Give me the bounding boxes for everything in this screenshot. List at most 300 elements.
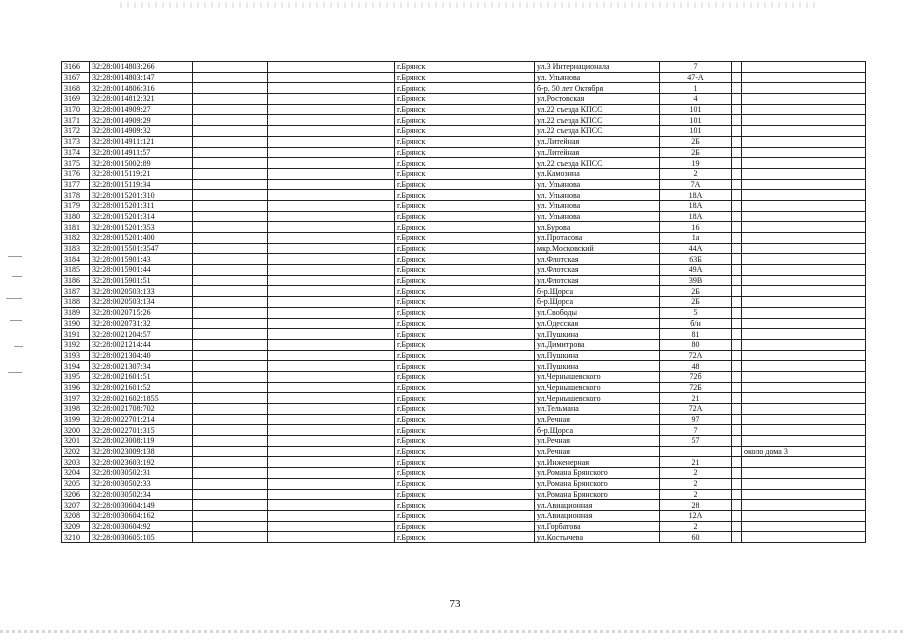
scan-noise-top — [120, 2, 820, 8]
empty-cell — [268, 136, 395, 147]
cadastral-number-cell: 32:28:0014803:266 — [90, 62, 193, 73]
empty-cell — [732, 446, 742, 457]
city-cell: г.Брянск — [395, 222, 535, 233]
table-row — [62, 521, 866, 532]
cadastral-number-cell: 32:28:0015201:310 — [90, 190, 193, 201]
empty-cell — [193, 286, 268, 297]
empty-cell — [268, 83, 395, 94]
cadastral-number-cell: 32:28:0015119:21 — [90, 168, 193, 179]
empty-cell — [193, 147, 268, 158]
row-number-cell: 3174 — [62, 147, 90, 158]
table-row — [62, 361, 866, 372]
table-row — [62, 414, 866, 425]
empty-cell — [193, 233, 268, 244]
house-cell: 72Б — [660, 382, 732, 393]
row-number-cell: 3194 — [62, 361, 90, 372]
note-cell — [742, 329, 866, 340]
street-cell: ул.Чернышевского — [535, 371, 660, 382]
empty-cell — [268, 72, 395, 83]
table-row — [62, 265, 866, 276]
empty-cell — [732, 115, 742, 126]
street-cell: ул.3 Интернационала — [535, 62, 660, 73]
street-cell: ул.Чернышевского — [535, 393, 660, 404]
note-cell — [742, 500, 866, 511]
empty-cell — [268, 104, 395, 115]
house-cell — [660, 446, 732, 457]
note-cell — [742, 265, 866, 276]
empty-cell — [193, 500, 268, 511]
empty-cell — [268, 489, 395, 500]
house-cell: 18А — [660, 190, 732, 201]
table-row — [62, 158, 866, 169]
city-cell: г.Брянск — [395, 254, 535, 265]
cadastral-number-cell: 32:28:0015201:314 — [90, 211, 193, 222]
house-cell: 57 — [660, 436, 732, 447]
empty-cell — [268, 393, 395, 404]
house-cell: 7 — [660, 62, 732, 73]
row-number-cell: 3205 — [62, 478, 90, 489]
empty-cell — [732, 478, 742, 489]
table-row — [62, 190, 866, 201]
street-cell: б-р.Щорса — [535, 297, 660, 308]
table-row — [62, 104, 866, 115]
empty-cell — [268, 62, 395, 73]
empty-cell — [193, 222, 268, 233]
cadastral-number-cell: 32:28:0014909:32 — [90, 126, 193, 137]
house-cell: 7А — [660, 179, 732, 190]
city-cell: г.Брянск — [395, 211, 535, 222]
scan-noise-left — [4, 250, 52, 390]
row-number-cell: 3173 — [62, 136, 90, 147]
empty-cell — [193, 350, 268, 361]
empty-cell — [732, 72, 742, 83]
table-row — [62, 297, 866, 308]
house-cell: 21 — [660, 393, 732, 404]
empty-cell — [193, 307, 268, 318]
empty-cell — [193, 158, 268, 169]
empty-cell — [732, 168, 742, 179]
empty-cell — [732, 147, 742, 158]
note-cell — [742, 489, 866, 500]
house-cell: 2Б — [660, 136, 732, 147]
note-cell — [742, 425, 866, 436]
empty-cell — [732, 254, 742, 265]
table-row — [62, 436, 866, 447]
house-cell: 4 — [660, 94, 732, 105]
row-number-cell: 3181 — [62, 222, 90, 233]
row-number-cell: 3196 — [62, 382, 90, 393]
empty-cell — [268, 532, 395, 543]
empty-cell — [732, 179, 742, 190]
empty-cell — [193, 200, 268, 211]
row-number-cell: 3176 — [62, 168, 90, 179]
house-cell: 101 — [660, 126, 732, 137]
empty-cell — [268, 158, 395, 169]
city-cell: г.Брянск — [395, 147, 535, 158]
empty-cell — [732, 339, 742, 350]
cadastral-number-cell: 32:28:0015201:400 — [90, 233, 193, 244]
city-cell: г.Брянск — [395, 329, 535, 340]
row-number-cell: 3199 — [62, 414, 90, 425]
row-number-cell: 3201 — [62, 436, 90, 447]
street-cell: ул.Флотская — [535, 275, 660, 286]
city-cell: г.Брянск — [395, 62, 535, 73]
empty-cell — [268, 468, 395, 479]
empty-cell — [732, 489, 742, 500]
note-cell — [742, 200, 866, 211]
city-cell: г.Брянск — [395, 436, 535, 447]
table-row — [62, 532, 866, 543]
table-row — [62, 211, 866, 222]
street-cell: ул.Флотская — [535, 254, 660, 265]
city-cell: г.Брянск — [395, 83, 535, 94]
empty-cell — [732, 104, 742, 115]
street-cell: ул.Романа Брянского — [535, 489, 660, 500]
row-number-cell: 3172 — [62, 126, 90, 137]
cadastral-number-cell: 32:28:0023008:119 — [90, 436, 193, 447]
cadastral-number-cell: 32:28:0014803:147 — [90, 72, 193, 83]
empty-cell — [193, 404, 268, 415]
table-row — [62, 136, 866, 147]
table-row — [62, 446, 866, 457]
page-number: 73 — [449, 598, 461, 610]
street-cell: б-р. 50 лет Октября — [535, 83, 660, 94]
note-cell — [742, 147, 866, 158]
cadastral-number-cell: 32:28:0015119:34 — [90, 179, 193, 190]
house-cell: 101 — [660, 115, 732, 126]
street-cell: ул.Димитрова — [535, 339, 660, 350]
city-cell: г.Брянск — [395, 136, 535, 147]
table-row — [62, 179, 866, 190]
street-cell: ул.Флотская — [535, 265, 660, 276]
table-row — [62, 275, 866, 286]
table-row — [62, 478, 866, 489]
table-row — [62, 339, 866, 350]
empty-cell — [268, 307, 395, 318]
empty-cell — [268, 115, 395, 126]
empty-cell — [193, 211, 268, 222]
house-cell: 18А — [660, 200, 732, 211]
street-cell: ул.22 съезда КПСС — [535, 158, 660, 169]
city-cell: г.Брянск — [395, 190, 535, 201]
cadastral-number-cell: 32:28:0022701:214 — [90, 414, 193, 425]
street-cell: ул.Пушкина — [535, 350, 660, 361]
house-cell: 72б — [660, 371, 732, 382]
empty-cell — [268, 265, 395, 276]
table-row — [62, 254, 866, 265]
house-cell: 12А — [660, 510, 732, 521]
empty-cell — [268, 371, 395, 382]
house-cell: 21 — [660, 457, 732, 468]
city-cell: г.Брянск — [395, 489, 535, 500]
empty-cell — [193, 339, 268, 350]
cadastral-number-cell: 32:28:0020715:26 — [90, 307, 193, 318]
cadastral-number-cell: 32:28:0021601:52 — [90, 382, 193, 393]
empty-cell — [268, 457, 395, 468]
empty-cell — [193, 393, 268, 404]
row-number-cell: 3188 — [62, 297, 90, 308]
empty-cell — [268, 404, 395, 415]
empty-cell — [268, 521, 395, 532]
empty-cell — [732, 126, 742, 137]
note-cell — [742, 211, 866, 222]
cadastral-number-cell: 32:28:0015201:353 — [90, 222, 193, 233]
table-row — [62, 307, 866, 318]
row-number-cell: 3180 — [62, 211, 90, 222]
empty-cell — [193, 468, 268, 479]
table-row — [62, 382, 866, 393]
street-cell: ул.Авиационная — [535, 510, 660, 521]
empty-cell — [732, 83, 742, 94]
empty-cell — [268, 425, 395, 436]
cadastral-number-cell: 32:28:0015901:44 — [90, 265, 193, 276]
row-number-cell: 3183 — [62, 243, 90, 254]
empty-cell — [193, 72, 268, 83]
cadastral-number-cell: 32:28:0030502:33 — [90, 478, 193, 489]
house-cell: 7 — [660, 425, 732, 436]
note-cell — [742, 382, 866, 393]
empty-cell — [268, 339, 395, 350]
empty-cell — [268, 168, 395, 179]
row-number-cell: 3187 — [62, 286, 90, 297]
cadastral-number-cell: 32:28:0021307:34 — [90, 361, 193, 372]
row-number-cell: 3175 — [62, 158, 90, 169]
cadastral-number-cell: 32:28:0021204:57 — [90, 329, 193, 340]
house-cell: 18А — [660, 211, 732, 222]
scan-noise-bottom — [0, 630, 905, 633]
cadastral-number-cell: 32:28:0021602:1855 — [90, 393, 193, 404]
empty-cell — [193, 521, 268, 532]
note-cell — [742, 136, 866, 147]
empty-cell — [268, 510, 395, 521]
table-row — [62, 115, 866, 126]
empty-cell — [732, 329, 742, 340]
city-cell: г.Брянск — [395, 500, 535, 511]
table-row — [62, 393, 866, 404]
empty-cell — [732, 371, 742, 382]
note-cell — [742, 393, 866, 404]
note-cell — [742, 361, 866, 372]
note-cell — [742, 254, 866, 265]
table-row — [62, 350, 866, 361]
empty-cell — [732, 233, 742, 244]
note-cell — [742, 168, 866, 179]
house-cell: 2 — [660, 521, 732, 532]
row-number-cell: 3203 — [62, 457, 90, 468]
note-cell — [742, 104, 866, 115]
note-cell — [742, 468, 866, 479]
house-cell: 2 — [660, 168, 732, 179]
cadastral-number-cell: 32:28:0014806:316 — [90, 83, 193, 94]
empty-cell — [193, 136, 268, 147]
empty-cell — [193, 179, 268, 190]
empty-cell — [193, 318, 268, 329]
house-cell: 72А — [660, 404, 732, 415]
house-cell: 63Б — [660, 254, 732, 265]
street-cell: ул. Ульянова — [535, 200, 660, 211]
note-cell — [742, 521, 866, 532]
note-cell — [742, 72, 866, 83]
row-number-cell: 3193 — [62, 350, 90, 361]
street-cell: ул.Бурова — [535, 222, 660, 233]
empty-cell — [193, 83, 268, 94]
row-number-cell: 3169 — [62, 94, 90, 105]
empty-cell — [732, 393, 742, 404]
empty-cell — [268, 94, 395, 105]
empty-cell — [732, 211, 742, 222]
empty-cell — [193, 329, 268, 340]
note-cell: около дома 3 — [742, 446, 866, 457]
city-cell: г.Брянск — [395, 393, 535, 404]
street-cell: ул.Инженерная — [535, 457, 660, 468]
street-cell: ул. Ульянова — [535, 190, 660, 201]
note-cell — [742, 318, 866, 329]
empty-cell — [268, 233, 395, 244]
empty-cell — [732, 404, 742, 415]
house-cell: 48 — [660, 361, 732, 372]
city-cell: г.Брянск — [395, 318, 535, 329]
table-row — [62, 318, 866, 329]
note-cell — [742, 371, 866, 382]
empty-cell — [268, 500, 395, 511]
house-cell: 1 — [660, 83, 732, 94]
cadastral-number-cell: 32:28:0030502:34 — [90, 489, 193, 500]
row-number-cell: 3179 — [62, 200, 90, 211]
empty-cell — [193, 254, 268, 265]
empty-cell — [732, 136, 742, 147]
house-cell: 2Б — [660, 147, 732, 158]
empty-cell — [732, 468, 742, 479]
cadastral-number-cell: 32:28:0014909:29 — [90, 115, 193, 126]
empty-cell — [268, 361, 395, 372]
table-row — [62, 510, 866, 521]
street-cell: мкр.Московский — [535, 243, 660, 254]
row-number-cell: 3189 — [62, 307, 90, 318]
house-cell: 1а — [660, 233, 732, 244]
empty-cell — [268, 179, 395, 190]
table-row — [62, 286, 866, 297]
empty-cell — [732, 361, 742, 372]
cadastral-number-cell: 32:28:0030604:92 — [90, 521, 193, 532]
table-row — [62, 489, 866, 500]
street-cell: ул.Романа Брянского — [535, 468, 660, 479]
city-cell: г.Брянск — [395, 478, 535, 489]
cadastral-number-cell: 32:28:0020503:133 — [90, 286, 193, 297]
cadastral-number-cell: 32:28:0015201:311 — [90, 200, 193, 211]
cadastral-number-cell: 32:28:0015002:89 — [90, 158, 193, 169]
note-cell — [742, 339, 866, 350]
empty-cell — [732, 286, 742, 297]
table-row — [62, 243, 866, 254]
street-cell: ул.Ростовская — [535, 94, 660, 105]
cadastral-number-cell: 32:28:0021304:40 — [90, 350, 193, 361]
table-row — [62, 371, 866, 382]
empty-cell — [268, 286, 395, 297]
empty-cell — [268, 222, 395, 233]
table-row — [62, 147, 866, 158]
street-cell: ул.Одесская — [535, 318, 660, 329]
house-cell: 60 — [660, 532, 732, 543]
city-cell: г.Брянск — [395, 468, 535, 479]
street-cell: ул.Пушкина — [535, 329, 660, 340]
street-cell: ул.Авиационная — [535, 500, 660, 511]
empty-cell — [268, 436, 395, 447]
empty-cell — [732, 350, 742, 361]
row-number-cell: 3206 — [62, 489, 90, 500]
note-cell — [742, 94, 866, 105]
street-cell: ул.Чернышевского — [535, 382, 660, 393]
empty-cell — [732, 521, 742, 532]
row-number-cell: 3202 — [62, 446, 90, 457]
empty-cell — [193, 382, 268, 393]
street-cell: ул.Свободы — [535, 307, 660, 318]
city-cell: г.Брянск — [395, 104, 535, 115]
register-table-body — [62, 62, 866, 543]
empty-cell — [732, 500, 742, 511]
empty-cell — [268, 297, 395, 308]
cadastral-number-cell: 32:28:0030604:149 — [90, 500, 193, 511]
cadastral-number-cell: 32:28:0014911:57 — [90, 147, 193, 158]
empty-cell — [732, 532, 742, 543]
row-number-cell: 3208 — [62, 510, 90, 521]
row-number-cell: 3166 — [62, 62, 90, 73]
row-number-cell: 3184 — [62, 254, 90, 265]
row-number-cell: 3210 — [62, 532, 90, 543]
empty-cell — [732, 382, 742, 393]
empty-cell — [193, 371, 268, 382]
cadastral-number-cell: 32:28:0023603:192 — [90, 457, 193, 468]
empty-cell — [732, 158, 742, 169]
house-cell: 2Б — [660, 286, 732, 297]
empty-cell — [193, 446, 268, 457]
note-cell — [742, 350, 866, 361]
house-cell: б/н — [660, 318, 732, 329]
house-cell: 2Б — [660, 297, 732, 308]
note-cell — [742, 297, 866, 308]
street-cell: ул.Речная — [535, 446, 660, 457]
city-cell: г.Брянск — [395, 275, 535, 286]
empty-cell — [732, 414, 742, 425]
empty-cell — [193, 243, 268, 254]
street-cell: ул.Протасова — [535, 233, 660, 244]
note-cell — [742, 436, 866, 447]
note-cell — [742, 233, 866, 244]
city-cell: г.Брянск — [395, 532, 535, 543]
empty-cell — [732, 275, 742, 286]
cadastral-number-cell: 32:28:0023009:138 — [90, 446, 193, 457]
table-row — [62, 500, 866, 511]
empty-cell — [193, 510, 268, 521]
empty-cell — [732, 436, 742, 447]
street-cell: ул.Литейная — [535, 136, 660, 147]
house-cell: 2 — [660, 468, 732, 479]
note-cell — [742, 115, 866, 126]
row-number-cell: 3177 — [62, 179, 90, 190]
empty-cell — [193, 436, 268, 447]
empty-cell — [193, 457, 268, 468]
empty-cell — [193, 297, 268, 308]
empty-cell — [268, 318, 395, 329]
row-number-cell: 3200 — [62, 425, 90, 436]
city-cell: г.Брянск — [395, 243, 535, 254]
city-cell: г.Брянск — [395, 446, 535, 457]
house-cell: 28 — [660, 500, 732, 511]
row-number-cell: 3186 — [62, 275, 90, 286]
empty-cell — [268, 275, 395, 286]
row-number-cell: 3192 — [62, 339, 90, 350]
house-cell: 39В — [660, 275, 732, 286]
empty-cell — [193, 126, 268, 137]
